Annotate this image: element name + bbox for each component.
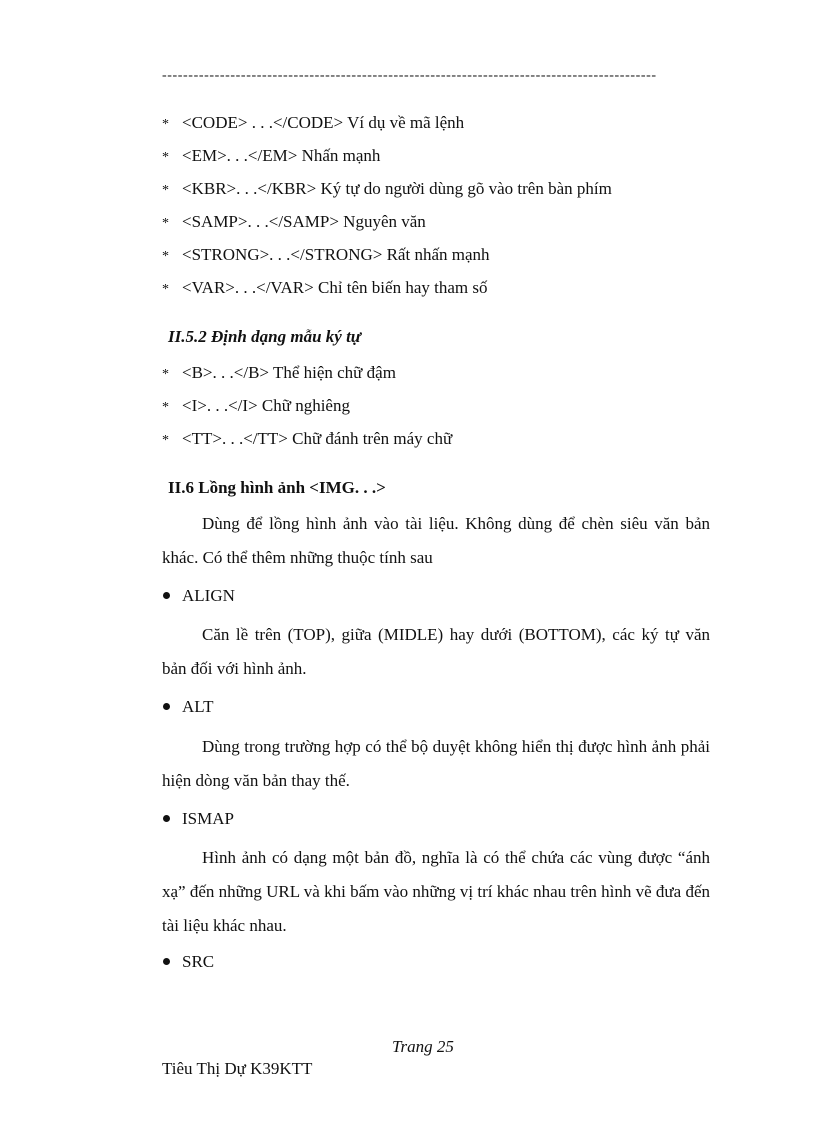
header-separator: ---------------------------------------------------------------------------------------------- [162,68,657,83]
bullet-star: * [162,433,169,448]
bullet-star: * [162,367,169,382]
list-item-kbr: <KBR>. . .</KBR> Ký tự do người dùng gõ vào trên bàn phím [182,179,612,198]
attribute-desc-ismap: Hình ảnh có dạng một bản đồ, nghĩa là có thể chứa các vùng được “ánh xạ” đến những URL và khi bấm vào những vị trí khác nhau trên hình vẽ đưa đến tài liệu khác nhau. [162,848,710,935]
list-item-var: <VAR>. . .</VAR> Chỉ tên biến hay tham số [182,278,488,297]
bullet-star: * [162,150,169,165]
bullet-star: * [162,216,169,231]
author-footer: Tiêu Thị Dự K39KTT [162,1059,313,1078]
section-heading-2-6: II.6 Lồng hình ảnh <IMG. . .> [168,478,386,497]
list-item-i: <I>. . .</I> Chữ nghiêng [182,396,350,415]
attribute-desc-align: Căn lề trên (TOP), giữa (MIDLE) hay dưới (BOTTOM), các ký tự văn bản đối với hình ảnh. [162,625,710,678]
section-heading-2-5-2: II.5.2 Định dạng mẫu ký tự [168,327,361,346]
list-item-strong: <STRONG>. . .</STRONG> Rất nhấn mạnh [182,245,490,264]
list-item-b: <B>. . .</B> Thể hiện chữ đậm [182,363,396,382]
attribute-name-alt: ALT [182,697,214,716]
list-item-samp: <SAMP>. . .</SAMP> Nguyên văn [182,212,426,231]
bullet-star: * [162,249,169,264]
section-intro-paragraph: Dùng để lồng hình ảnh vào tài liệu. Không dùng để chèn siêu văn bản khác. Có thể thêm những thuộc tính sau [162,514,710,567]
attribute-name-align: ALIGN [182,586,235,605]
attribute-name-src: SRC [182,952,215,971]
page-number: Trang 25 [392,1037,454,1056]
bullet-dot [163,592,170,599]
bullet-dot [163,703,170,710]
bullet-star: * [162,282,169,297]
bullet-dot [163,815,170,822]
bullet-star: * [162,117,169,132]
bullet-star: * [162,183,169,198]
list-item-em: <EM>. . .</EM> Nhấn mạnh [182,146,381,165]
attribute-desc-alt: Dùng trong trường hợp có thể bộ duyệt không hiển thị được hình ảnh phải hiện dòng văn bản thay thế. [162,737,710,790]
attribute-name-ismap: ISMAP [182,809,234,828]
list-item-tt: <TT>. . .</TT> Chữ đánh trên máy chữ [182,429,453,448]
bullet-dot [163,958,170,965]
bullet-star: * [162,400,169,415]
list-item-code: <CODE> . . .</CODE> Ví dụ về mã lệnh [182,113,465,132]
